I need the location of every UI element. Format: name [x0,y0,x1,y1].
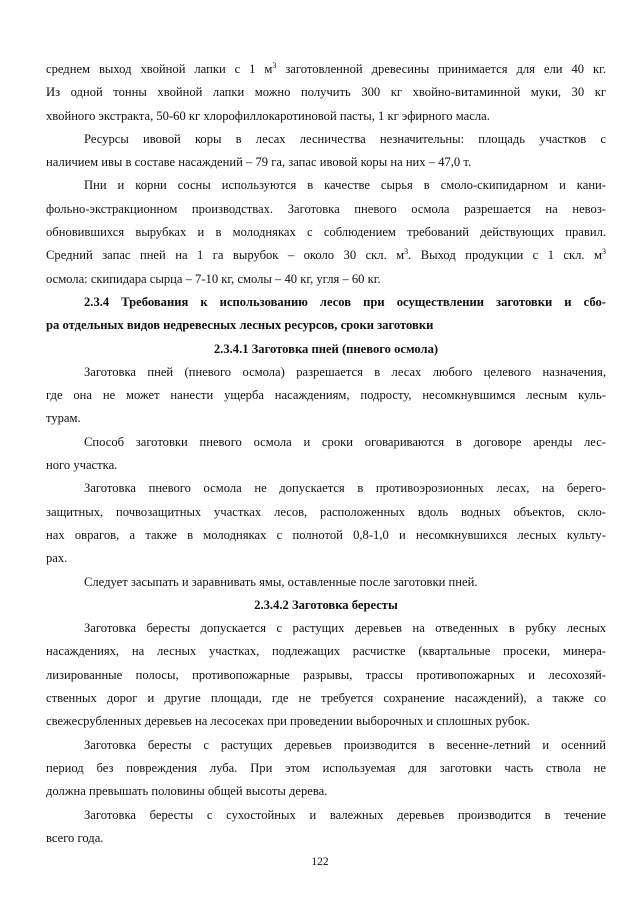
superscript: 3 [272,61,277,70]
paragraph-line: Способ заготовки пневого осмола и сроки оговариваются в договоре аренды лес- [84,434,606,449]
paragraph-line: осмола: скипидара сырца – 7-10 кг, смолы – 40 кг, угля – 60 кг. [46,271,381,286]
paragraph-line: должна превышать половины общей высоты дерева. [46,784,328,799]
paragraph-line: наличием ивы в составе насаждений – 79 га, запас ивовой коры на них – 47,0 т. [46,155,472,170]
paragraph-line: Средний запас пней на 1 га вырубок – около 30 скл. $м^3$. Выход продукции с 1 скл. $м^3$ [46,247,606,263]
subsection-heading: 2.3.4.2 Заготовка бересты [254,597,398,612]
paragraph-line: ного участка. [46,458,118,473]
paragraph-line: Заготовка бересты допускается с растущих деревьев на отведенных в рубку лесных [84,621,606,636]
paragraph-line: Заготовка бересты с растущих деревьев производится в весенне-летний и осенний [84,737,606,752]
section-heading: ра отдельных видов недревесных лесных ресурсов, сроки заготовки [46,318,434,333]
paragraph-line: среднем выход хвойной лапки с 1 $м^3$ заготовленной древесины принимается для ели 40 кг. [46,61,606,76]
paragraph-line: рах. [46,551,68,566]
paragraph-line: насаждениях, на лесных участках, подлежащих расчистке (квартальные просеки, минера- [46,644,606,659]
paragraph-line: свежесрубленных деревьев на лесосеках при проведении выборочных и сплошных рубок. [46,714,530,729]
superscript: 3 [602,247,606,257]
paragraph-line: нах оврагов, а также в молодняках с полнотой 0,8-1,0 и несомкнувшихся лесных культу- [46,527,606,542]
paragraph-line: Из одной тонны хвойной лапки можно получить 300 кг хвойно-витаминной муки, 30 кг [46,85,606,100]
paragraph-line: период без повреждения луба. При этом используемая для заготовки часть ствола не [46,760,606,775]
paragraph-line: хвойного экстракта, 50-60 кг хлорофиллокаротиновой пасты, 1 кг эфирного масла. [46,108,490,123]
page-number: 122 [311,856,329,868]
paragraph-line: лизированные полосы, противопожарные разрывы, трассы противопожарных и лесохозяй- [46,667,606,682]
paragraph-line: Ресурсы ивовой коры в лесах лесничества незначительны: площадь участков с [84,131,606,146]
paragraph-line: всего года. [46,830,104,845]
page-body [46,58,606,850]
paragraph-line: фольно-экстракционном производствах. Заготовка пневого осмола разрешается на невоз- [46,201,606,216]
paragraph-line: Пни и корни сосны используются в качестве сырья в смоло-скипидарном и кани- [84,178,606,193]
superscript: 3 [404,247,409,257]
paragraph-line: Заготовка пней (пневого осмола) разрешается в лесах любого целевого назначения, [84,364,606,379]
subsection-heading: 2.3.4.1 Заготовка пней (пневого осмола) [213,341,439,356]
paragraph-line: Заготовка бересты с сухостойных и валежных деревьев производится в течение [84,807,606,822]
paragraph-line: турам. [46,411,81,426]
paragraph-line: ственных дорог и другие площади, где не требуется сохранение насаждений), а также со [46,691,606,706]
section-heading: 2.3.4 Требования к использованию лесов при осуществлении заготовки и сбо- [84,294,606,309]
paragraph-line: Заготовка пневого осмола не допускается в противоэрозионных лесах, на берего- [84,481,606,496]
paragraph-line: обновившихся вырубках и в молодняках с соблюдением требований действующих правил. [46,225,606,240]
paragraph-line: Следует засыпать и заравнивать ямы, оставленные после заготовки пней. [84,574,478,589]
paragraph-line: где она не может нанести ущерба насаждениям, подросту, несомкнувшимся лесным куль- [46,388,606,403]
paragraph-line: защитных, почвозащитных участках лесов, расположенных вдоль водных объектов, скло- [46,504,606,519]
